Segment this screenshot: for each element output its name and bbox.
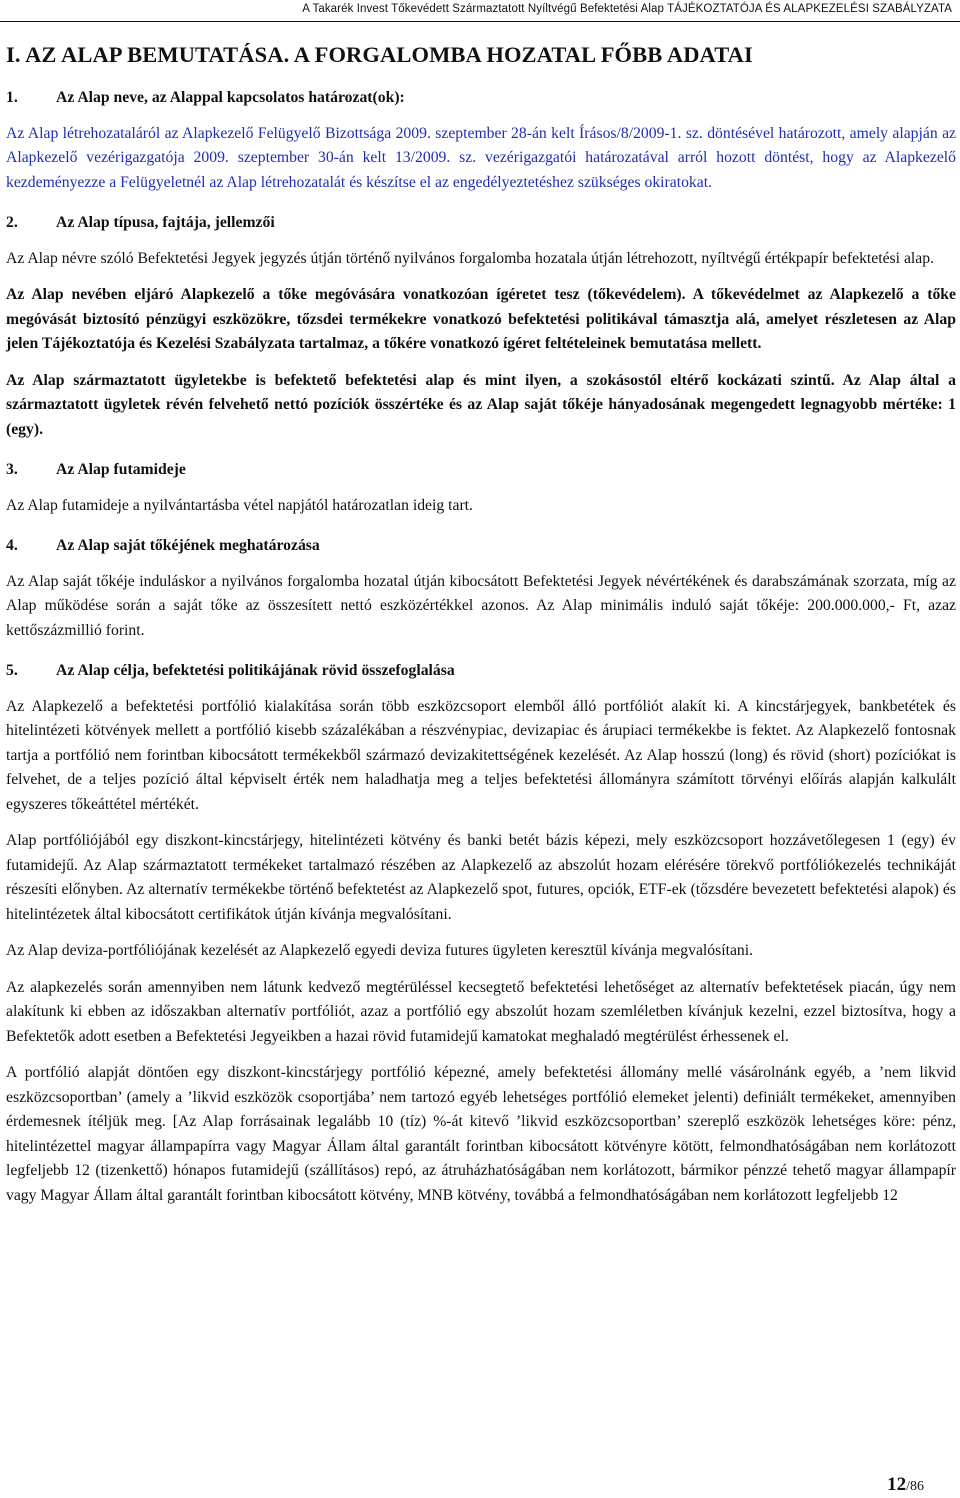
page-current: 12	[887, 1474, 907, 1495]
section-3-title: Az Alap futamideje	[56, 461, 186, 478]
section-1-title: Az Alap neve, az Alappal kapcsolatos határozat(ok):	[56, 89, 405, 106]
section-5-number: 5.	[6, 662, 18, 679]
section-1-number: 1.	[6, 89, 18, 106]
section-1-body: Az Alap létrehozataláról az Alapkezelő Felügyelő Bizottsága 2009. szeptember 28-án kelt Írásos/8/2009-1. sz. döntésével határozott, amely alapján az Alapkezelő vezérigazgatója 2009. szeptember 30-án kelt 13/2009. sz. vezérigazgatói határozatával arról hozott döntést, hogy az Alapkezelő kezdeményezze a Felügyeletnél az Alap létrehozatalát és készítse el az engedélyeztetéshez szükséges okiratokat.	[6, 124, 956, 191]
page-number	[887, 1474, 924, 1498]
section-4-body: Az Alap saját tőkéje induláskor a nyilvános forgalomba hozatal útján kibocsátott Befektetési Jegyek névértékének és darabszámának szorzata, míg az Alap működése során a saját tőke az összesített nettó eszközértékkel azonos. Az Alap minimális induló saját tőkéje: 200.000.000,- Ft, azaz kettőszázmillió forint.	[6, 572, 956, 639]
section-2-title: Az Alap típusa, fajtája, jellemzői	[56, 214, 275, 231]
section-4-title: Az Alap saját tőkéjének meghatározása	[56, 537, 320, 554]
section-3-heading	[6, 458, 956, 483]
section-5-paragraph-3: Az Alap deviza-portfóliójának kezelését az Alapkezelő egyedi deviza futures ügyleten keresztül kívánja megvalósítani.	[6, 942, 754, 959]
section-5-paragraph-2: Alap portfóliójából egy diszkont-kincstárjegy, hitelintézeti kötvény és banki betét bázis képezi, mely eszközcsoport hozzávetőlegesen 1 (egy) év futamidejű. Az Alap származtatott termékeket tartalmazó részében az Alapkezelő az abszolút hozam elérésére törekvő portfóliókezelés technikáját részesíti előnyben. Az alternatív termékekbe történő befektetést az Alapkezelő spot, futures, opciók, ETF-ek (tőzsdére bevezetett befektetési alapok) és hitelintézetek által kibocsátott certifikátok útján kívánja megvalósítani.	[6, 832, 956, 923]
section-5-paragraph-5: A portfólió alapját döntően egy diszkont-kincstárjegy portfólió képezné, amely befektetési állomány mellé vásárolnánk egyéb, a ’nem likvid eszközcsoportban’ (amely a ’likvid eszközök csoportjába’ nem tartozó egyéb lehetséges portfólió elemeket jelenti) definiált termékeket, amennyiben érdemesnek ítéljük meg. [Az Alap forrásainak legalább 10 (tíz) %-át kitevő ’likvid eszközcsoportban’ szereplő eszközök lehetséges köre: pénz, hitelintézettel magyar állampapírra vagy Magyar Állam által garantált forintban kibocsátott kötvényre kötött, felmondhatóságában nem korlátozott legfeljebb 12 (tizenkettő) hónapos futamidejű (szállításos) repó, az átruházhatóságában nem korlátozott, bármikor pénzzé tehető magyar állampapír vagy Magyar Állam által garantált forintban kibocsátott kötvény, MNB kötvény, továbbá a felmondhatóságában nem korlátozott legfeljebb 12	[6, 1064, 956, 1204]
section-2-number: 2.	[6, 214, 18, 231]
section-5-heading	[6, 659, 956, 684]
chapter-title: I. AZ ALAP BEMUTATÁSA. A FORGALOMBA HOZATAL FŐBB ADATAI	[6, 42, 753, 67]
section-5-title: Az Alap célja, befektetési politikájának rövid összefoglalása	[56, 662, 455, 679]
document-body	[6, 40, 956, 1208]
section-1-heading	[6, 86, 956, 111]
page-total: /86	[906, 1479, 924, 1494]
section-2-paragraph-2: Az Alap nevében eljáró Alapkezelő a tőke megóvására vonatkozóan ígéretet tesz (tőkevédelem). A tőkevédelmet az Alapkezelő a tőke megóvását biztosító pénzügyi eszközökre, tőzsdei termékekre vonatkozó befektetési politikával támasztja alá, amelyet részletesen az Alap jelen Tájékoztatója és Kezelési Szabályzata tartalmaz, a tőkére vonatkozó ígéret feltételeinek bemutatása mellett.	[6, 286, 956, 352]
section-2-heading	[6, 211, 956, 236]
header-rule	[0, 21, 960, 22]
section-3-number: 3.	[6, 461, 18, 478]
section-2-paragraph-3: Az Alap származtatott ügyletekbe is befektető befektetési alap és mint ilyen, a szokásostól eltérő kockázati szintű. Az Alap által a származtatott ügyletek révén felvehető nettó pozíciók összértéke és az Alap saját tőkéje hányadosának megengedett legnagyobb mértéke: 1 (egy).	[6, 371, 956, 438]
running-header: A Takarék Invest Tőkevédett Származtatott Nyíltvégű Befektetési Alap TÁJÉKOZTATÓJA ÉS ALAPKEZELÉSI SZABÁLYZATA	[302, 3, 952, 15]
section-2-paragraph-1: Az Alap névre szóló Befektetési Jegyek jegyzés útján történő nyilvános forgalomba hozatala útján létrehozott, nyíltvégű értékpapír befektetési alap.	[6, 249, 934, 267]
section-5-paragraph-1: Az Alapkezelő a befektetési portfólió kialakítása során több eszközcsoport elemből álló portfóliót alakít ki. A kincstárjegyek, bankbetétek és hitelintézeti kötvények mellett a portfólió kisebb százalékában a részvénypiac, devizapiac és árupiaci termékekbe is fektet. Az Alapkezelő fontosnak tartja a portfólió nem forintban kibocsátott termékekből származó devizakitettségének kezelését. Az Alap hosszú (long) és rövid (short) pozíciókat is felvehet, de a teljes pozíció által képviselt érték nem haladhatja meg a teljes befektetési állományra számított törvényi előírás alapján kalkulált egyszeres tőkeáttétel mértékét.	[6, 697, 956, 813]
section-4-heading	[6, 534, 956, 559]
section-3-body: Az Alap futamideje a nyilvántartásba vétel napjától határozatlan ideig tart.	[6, 496, 473, 514]
section-4-number: 4.	[6, 537, 18, 554]
section-5-paragraph-4: Az alapkezelés során amennyiben nem látunk kedvező megtérüléssel kecsegtető befektetési lehetőséget az alternatív befektetések piacán, úgy nem alakítunk ki ebben az időszakban alternatív portfóliót, azaz a portfólió egy abszolút hozam szemléletben kívánjuk kezelni, ezzel biztosítva, hogy a Befektetők adott esetben a Befektetési Jegyeikben a hazai rövid futamidejű kamatokat meghaladó megtérülést érhessenek el.	[6, 978, 956, 1045]
